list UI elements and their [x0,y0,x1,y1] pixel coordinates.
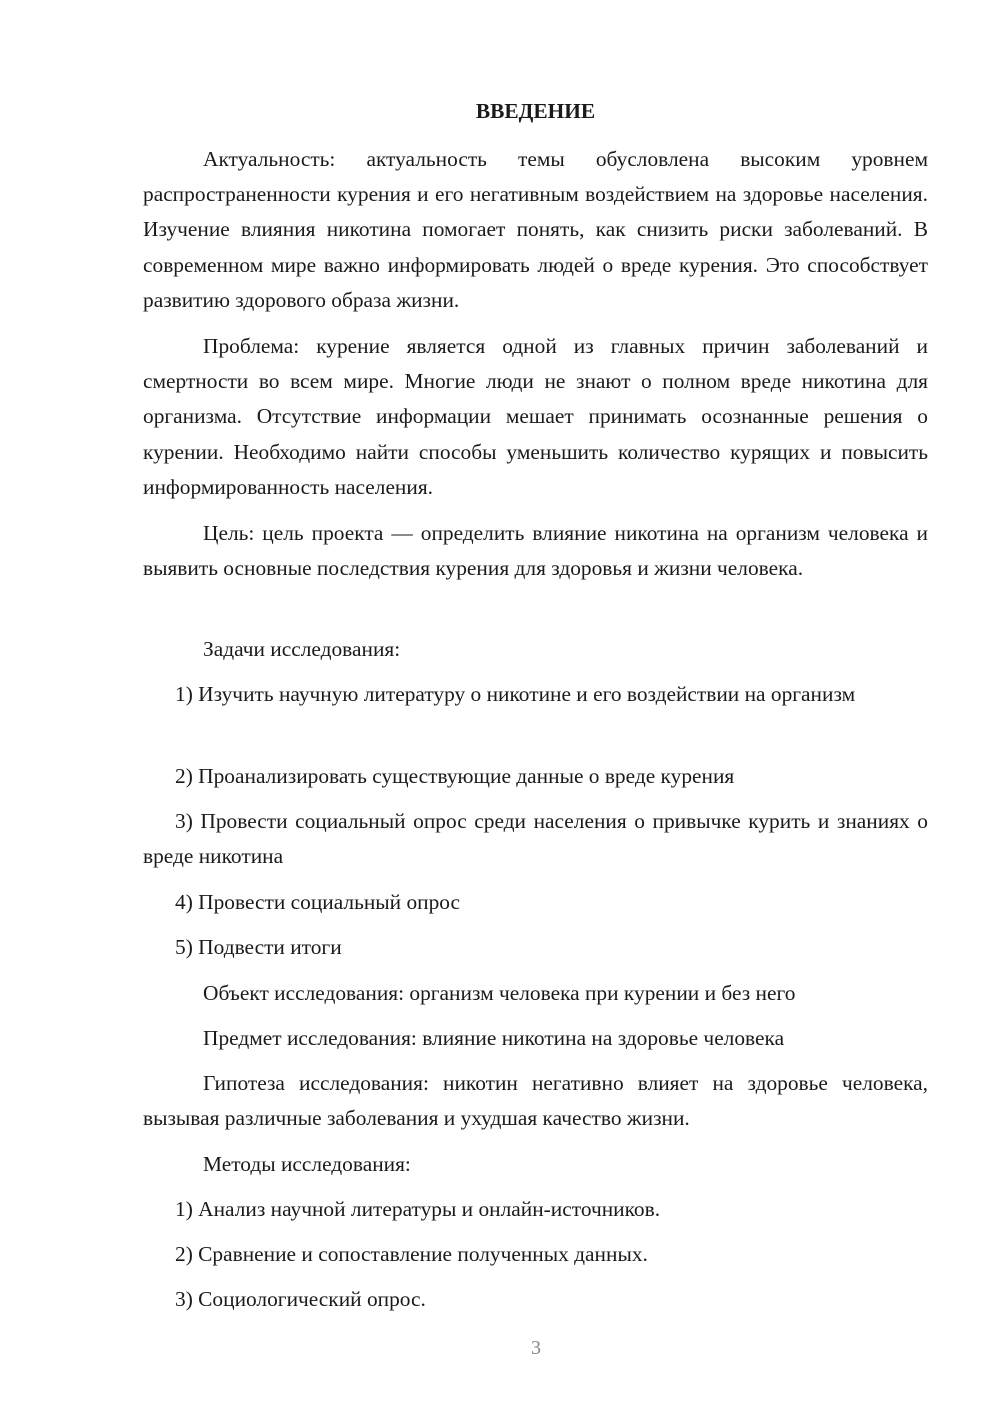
methods-heading: Методы исследования: [203,1152,411,1176]
task-item-4: 4) Провести социальный опрос [175,890,461,914]
relevance-paragraph: Актуальность: актуальность темы обусловлена высоким уровнем распространенности курения и его негативным воздействием на здоровье населения. Изучение влияния никотина помогает понять, как снизить риски заболеваний. В современном мире важно информировать людей о вреде курения. Это способствует развитию здорового образа жизни. [143,147,928,312]
goal-paragraph: Цель: цель проекта — определить влияние никотина на организм человека и выявить основные последствия курения для здоровья и жизни человека. [143,521,928,581]
method-item-2: 2) Сравнение и сопоставление полученных данных. [175,1242,648,1266]
problem-paragraph: Проблема: курение является одной из главных причин заболеваний и смертности во всем мире. Многие люди не знают о полном вреде никотина для организма. Отсутствие информации мешает принимать осознанные решения о курении. Необходимо найти способы уменьшить количество курящих и повысить информированность населения. [143,334,928,499]
page-title: ВВЕДЕНИЕ [475,99,596,123]
subject-paragraph: Предмет исследования: влияние никотина на здоровье человека [203,1026,785,1050]
object-paragraph: Объект исследования: организм человека при курении и без него [203,981,796,1005]
method-item-1: 1) Анализ научной литературы и онлайн-источников. [175,1197,661,1221]
task-item-1: 1) Изучить научную литературу о никотине и его воздействии на организм [175,682,856,706]
hypothesis-paragraph: Гипотеза исследования: никотин негативно влияет на здоровье человека, вызывая различные заболевания и ухудшая качество жизни. [143,1071,928,1131]
page-number: 3 [531,1337,541,1359]
method-item-3: 3) Социологический опрос. [175,1287,426,1311]
task-item-3: 3) Провести социальный опрос среди населения о привычке курить и знаниях о вреде никотина [143,809,928,869]
task-item-2: 2) Проанализировать существующие данные о вреде курения [175,764,735,788]
task-item-5: 5) Подвести итоги [175,935,342,959]
tasks-heading: Задачи исследования: [203,637,401,661]
